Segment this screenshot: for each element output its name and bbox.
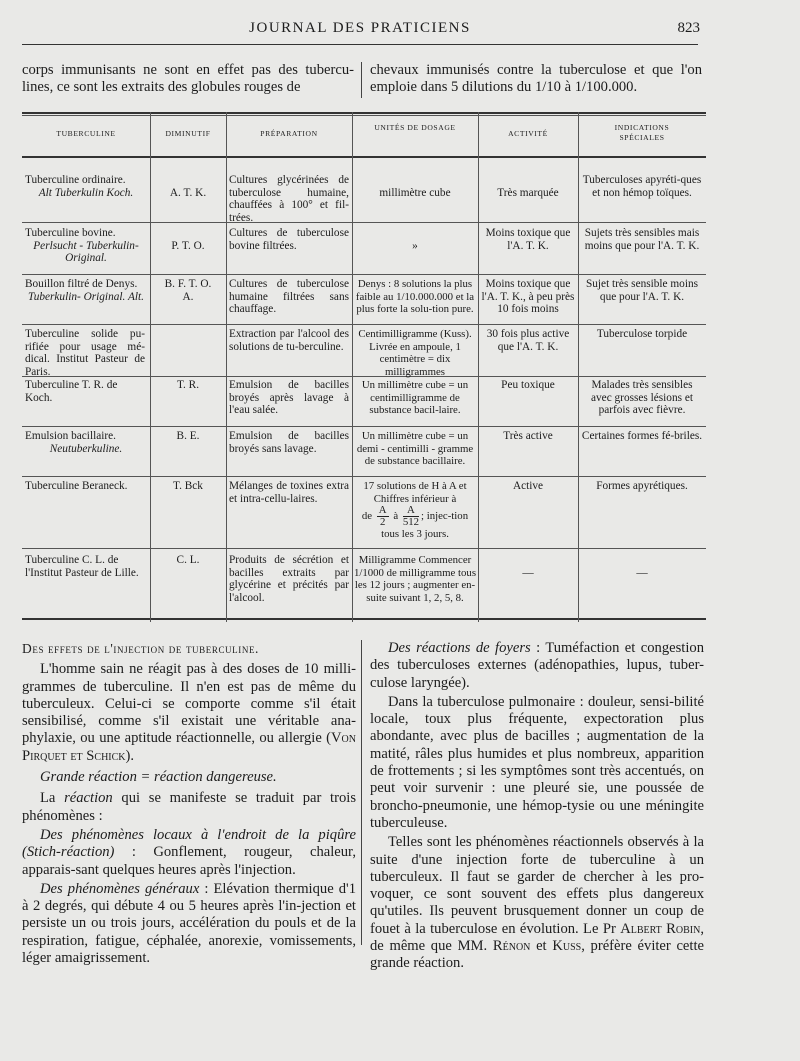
header-preparation: PRÉPARATION bbox=[260, 129, 318, 138]
table-row-prep: Cultures de tuberculose humaine filtrées sans chauffage. bbox=[229, 278, 349, 316]
paragraph: Des phénomènes locaux à l'endroit de la piqûre (Stich-réaction) : Gonflement, rougeur, chaleur, apparais-sant quelques heures après l'injection. bbox=[22, 826, 356, 878]
header-indications: INDICATIONS SPÉCIALES bbox=[614, 123, 670, 142]
table-row-prep: Produits de sécrétion et bacilles extraits par glycérine et précités par l'alcool. bbox=[229, 554, 349, 604]
table-row-prep: Extraction par l'alcool des solutions de tu-berculine. bbox=[229, 328, 349, 353]
intro-left-column bbox=[22, 62, 354, 97]
table-top-rule bbox=[22, 112, 706, 114]
intro-right-column bbox=[370, 62, 702, 97]
row-rule bbox=[22, 274, 706, 275]
row-rule bbox=[22, 476, 706, 477]
header-unites-dosage: UNITÉS DE DOSAGE bbox=[374, 123, 456, 132]
table-row-indication: Tuberculose torpide bbox=[596, 328, 688, 340]
table-row-activity: Moins toxique que l'A. T. K. bbox=[485, 227, 571, 252]
body-left-column bbox=[22, 640, 356, 967]
intro-column-rule bbox=[361, 62, 362, 98]
table-row-activity: — bbox=[522, 567, 534, 579]
table-row-activity: Très marquée bbox=[497, 187, 559, 199]
table-row-activity: Très active bbox=[503, 430, 553, 442]
table-row-name: Bouillon filtré de Denys. Tuberkulin- Original. Alt. bbox=[25, 278, 144, 303]
fraction-a-over-2: $\frac{A}{2}$ bbox=[378, 504, 387, 529]
table-row-abbr: P. T. O. bbox=[171, 240, 205, 252]
table-row-activity: 30 fois plus active que l'A. T. K. bbox=[486, 328, 570, 353]
table-row-indication: — bbox=[636, 567, 648, 579]
section-title: Des effets de l'injection de tuberculine. bbox=[22, 641, 260, 656]
table-row-indication: Sujet très sensible moins que pour l'A. T. K. bbox=[585, 278, 699, 303]
table-row-dose: » bbox=[412, 240, 418, 252]
running-header bbox=[22, 18, 698, 45]
intro-right-text: chevaux immunisés contre la tuberculose et que l'on emploie dans 5 dilutions du 1/10 à 1/100.000. bbox=[370, 62, 702, 96]
paragraph: Dans la tuberculose pulmonaire : douleur, sensi-bilité locale, toux plus fréquente, expectoration plus abondante, avec plus de bacilles ; augmentation de la matité, râles plus humides et plus nombreux, apparition de frottements ; si les symptômes sont très accentués, on peut voir survenir : une pleuré sie, une poussée de broncho-pneumonie, une hémop-tysie ou une méningite tuberculeuse. bbox=[370, 693, 704, 831]
table-row-prep: Mélanges de toxines extra et intra-cellu-laires. bbox=[229, 480, 349, 505]
table-row-name: Tuberculine Beraneck. bbox=[25, 480, 128, 492]
table-row-abbr: C. L. bbox=[176, 554, 200, 566]
row-rule bbox=[22, 324, 706, 325]
table-row-abbr: B. E. bbox=[176, 430, 200, 442]
table-row-dose: Un millimètre cube = un centimilligramme de substance bacil-laire. bbox=[361, 379, 469, 417]
table-row-dose: 17 solutions de H à A et Chiffres inférieur à de $\frac{A}{2}$ à $\frac{A}{512}$ ; injec-tion tous les 3 jours. bbox=[361, 480, 469, 541]
table-header-rule bbox=[22, 156, 706, 158]
table-row-prep: Emulsion de bacilles broyés après lavage à l'eau salée. bbox=[229, 379, 349, 417]
table-row-abbr: T. Bck bbox=[173, 480, 203, 492]
body-right-column bbox=[370, 640, 704, 973]
table-row-indication: Tuberculoses apyréti-ques et non hémop toïques. bbox=[582, 174, 702, 199]
table-row-abbr: A. T. K. bbox=[169, 187, 207, 199]
table-row-prep: Cultures de tuberculose bovine filtrées. bbox=[229, 227, 349, 252]
table-row-name: Tuberculine ordinaire. Alt Tuberkulin Koch. bbox=[25, 174, 134, 199]
table-row-dose: Denys : 8 solutions la plus faible au 1/10.000.000 et la plus forte la solu-tion pure. bbox=[355, 278, 475, 316]
intro-left-text: corps immunisants ne sont en effet pas des tubercu-lines, ce sont les extraits des globules rouges de bbox=[22, 62, 354, 96]
table-row-indication: Formes apyrétiques. bbox=[596, 480, 688, 492]
table-row-indication: Sujets très sensibles mais moins que pour l'A. T. K. bbox=[584, 227, 700, 252]
table-row-dose: Centimilligramme (Kuss). Livrée en ampoule, 1 centimètre = dix milligrammes bbox=[358, 328, 472, 378]
row-rule bbox=[22, 548, 706, 549]
header-activite: ACTIVITÉ bbox=[508, 129, 548, 138]
journal-title: JOURNAL DES PRATICIENS bbox=[249, 20, 471, 36]
paragraph: Grande réaction = réaction dangereuse. bbox=[40, 769, 277, 786]
table-row-activity: Active bbox=[512, 480, 544, 492]
table-row-dose: Un millimètre cube = un demi - centimilli - gramme de substance bacillaire. bbox=[356, 430, 474, 468]
paragraph: Telles sont les phénomènes réactionnels observés à la suite d'une injection forte de tuberculine à un tuberculeux. Il faut se garder de chercher à les pro-voquer, ce sont souvent des effets plus dangereux qu'utiles. Ils peuvent brusquement donner un coup de fouet à la tuberculose en évolution. Le Pr Albert Robin, de même que MM. Rénon et Kuss, préfère éviter cette grande réaction. bbox=[370, 834, 704, 972]
table-row-activity: Moins toxique que l'A. T. K., à peu près 10 fois moins bbox=[481, 278, 575, 316]
table-row-indication: Malades très sensibles avec grosses lésions et parfois avec fièvre. bbox=[591, 379, 693, 417]
table-row-prep: Emulsion de bacilles broyés sans lavage. bbox=[229, 430, 349, 455]
table-row-prep: Cultures glycérinées de tuberculose humaine, chauffées à 100° et fil-trées. bbox=[229, 174, 349, 224]
column-rule bbox=[578, 112, 579, 622]
table-row-abbr: B. F. T. O. A. bbox=[164, 278, 212, 303]
table-row-indication: Certaines formes fé-briles. bbox=[581, 430, 703, 442]
table-top-rule-inner bbox=[22, 115, 706, 116]
header-diminutif: DIMINUTIF bbox=[165, 129, 211, 138]
table-row-activity: Peu toxique bbox=[501, 379, 555, 391]
table-row-dose: millimètre cube bbox=[379, 187, 451, 199]
page-number: 823 bbox=[677, 20, 700, 36]
table-row-name: Tuberculine T. R. de Koch. bbox=[25, 379, 118, 404]
table-row-abbr: T. R. bbox=[176, 379, 200, 391]
table-row-name: Tuberculine C. L. de l'Institut Pasteur de Lille. bbox=[25, 554, 139, 579]
fraction-a-over-512: $\frac{A}{512}$ bbox=[402, 504, 420, 529]
table-row-name: Tuberculine bovine. Perlsucht - Tuberkulin-Original. bbox=[25, 227, 139, 265]
table-row-name: Emulsion bacillaire. Neutuberkuline. bbox=[25, 430, 123, 455]
tuberculin-table bbox=[22, 112, 706, 622]
table-row-dose: Milligramme Commencer 1/1000 de milligramme tous les 12 jours ; augmenter en-suite suivant 1, 2, 5, 8. bbox=[353, 554, 477, 604]
row-rule bbox=[22, 222, 706, 223]
paragraph: Des phénomènes généraux : Elévation thermique d'1 à 2 degrés, qui débute 4 ou 5 heures après l'in-jection et persiste un ou trois jours, accélération du pouls et de la respiration, fatigue, céphalée, anorexie, vomissements, léger amaigrissement. bbox=[22, 880, 356, 967]
column-rule bbox=[478, 112, 479, 622]
body-column-rule bbox=[361, 640, 362, 945]
paragraph: La réaction qui se manifeste se traduit par trois phénomènes : bbox=[22, 790, 356, 824]
header-tuberculine: TUBERCULINE bbox=[56, 129, 116, 138]
paragraph: L'homme sain ne réagit pas à des doses de 10 milli-grammes de tuberculine. Il n'en est pas de même du tuberculeux. Celui-ci se comporte comme s'il était sensibilisé, comme s'il existait une véritable ana-phylaxie, ou une aptitude réactionnelle, ou allergie (Von Pirquet et Schick). bbox=[22, 661, 356, 764]
column-rule bbox=[226, 112, 227, 622]
row-rule bbox=[22, 426, 706, 427]
paragraph: Des réactions de foyers : Tuméfaction et congestion des tuberculoses externes (adénopathies, lupus, tuber-culose laryngée). bbox=[370, 640, 704, 691]
table-bottom-rule bbox=[22, 618, 706, 620]
table-row-name: Tuberculine solide pu-rifiée pour usage mé-dical. Institut Pasteur de Paris. bbox=[25, 328, 145, 378]
